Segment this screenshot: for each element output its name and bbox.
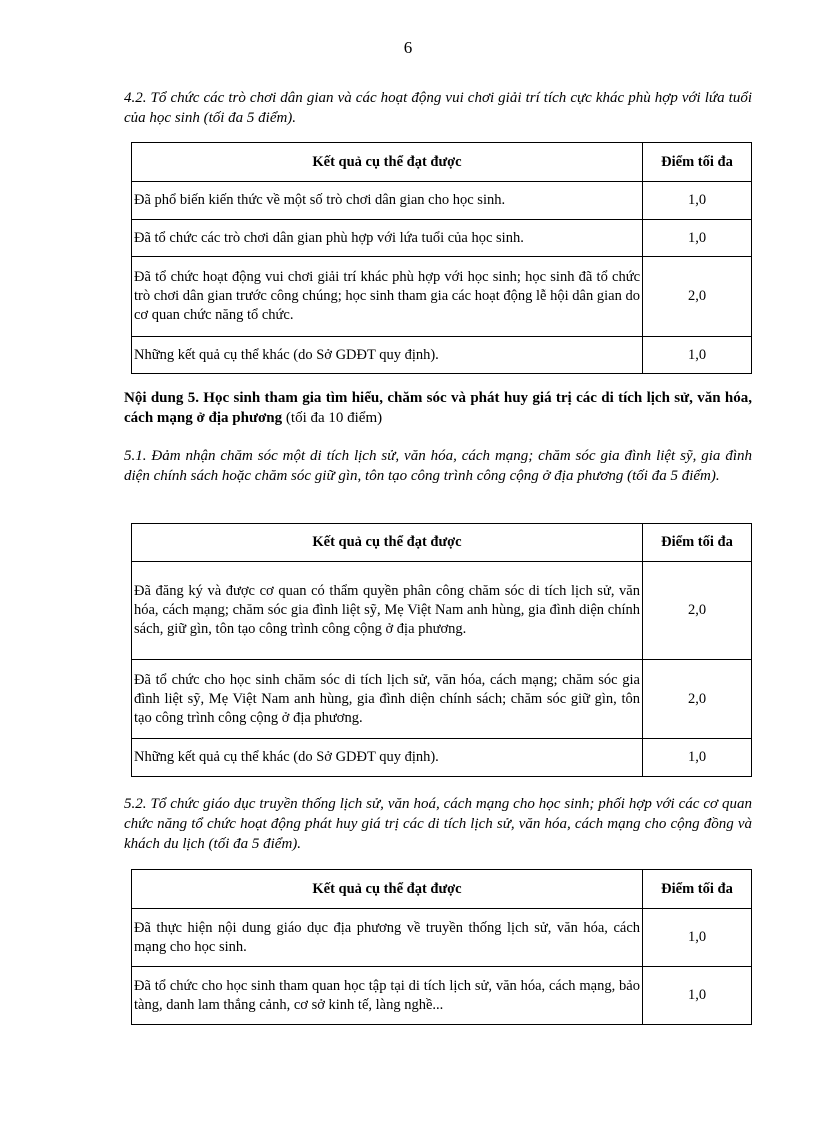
score-cell: 2,0 [643, 257, 752, 337]
header-result: Kết quả cụ thể đạt được [132, 524, 643, 562]
result-cell: Đã tổ chức các trò chơi dân gian phù hợp với lứa tuổi của học sinh. [132, 220, 643, 257]
section-4-2-heading: 4.2. Tổ chức các trò chơi dân gian và các hoạt động vui chơi giải trí tích cực khác phù hợp với lứa tuổi của học sinh (tối đa 5 điểm). [124, 90, 752, 126]
header-result: Kết quả cụ thể đạt được [132, 143, 643, 182]
table-row [132, 660, 752, 739]
section-5-1-heading: 5.1. Đảm nhận chăm sóc một di tích lịch sử, văn hóa, cách mạng; chăm sóc gia đình liệt sỹ, gia đình diện chính sách hoặc chăm sóc giữ gìn, tôn tạo công trình công cộng ở địa phương (tối đa 5 điểm). [124, 448, 752, 484]
table-row [132, 909, 752, 967]
content-5-heading [124, 388, 752, 428]
table-header-row [132, 870, 752, 909]
result-cell: Đã đăng ký và được cơ quan có thẩm quyền phân công chăm sóc di tích lịch sử, văn hóa, cách mạng; chăm sóc gia đình liệt sỹ, Mẹ Việt Nam anh hùng, gia đình diện chính sách, giữ gìn, tôn tạo công trình công cộng ở địa phương. [132, 562, 643, 660]
score-cell: 1,0 [643, 337, 752, 374]
section-5-2-heading: 5.2. Tổ chức giáo dục truyền thống lịch sử, văn hoá, cách mạng cho học sinh; phối hợp với các cơ quan chức năng tổ chức hoạt động phát huy giá trị các di tích lịch sử, văn hóa, cách mạng cho cộng đồng và khách du lịch (tối đa 5 điểm). [124, 796, 752, 852]
score-cell: 2,0 [643, 660, 752, 739]
table-row [132, 257, 752, 337]
content-5-heading-score: (tối đa 10 điểm) [282, 410, 383, 426]
header-score: Điểm tối đa [643, 524, 752, 562]
header-score: Điểm tối đa [643, 870, 752, 909]
table-header-row [132, 143, 752, 182]
result-cell: Đã phổ biến kiến thức về một số trò chơi dân gian cho học sinh. [132, 182, 643, 220]
result-cell: Đã tổ chức cho học sinh tham quan học tập tại di tích lịch sử, văn hóa, cách mạng, bảo tàng, danh lam thắng cảnh, cơ sở kinh tế, làng nghề... [132, 967, 643, 1025]
score-cell: 1,0 [643, 967, 752, 1025]
table-5-2 [131, 869, 752, 1025]
result-cell: Đã tổ chức hoạt động vui chơi giải trí khác phù hợp với học sinh; học sinh đã tổ chức trò chơi dân gian trước công chúng; học sinh tham gia các hoạt động lễ hội dân gian do cơ quan chức năng tổ chức. [132, 257, 643, 337]
header-result: Kết quả cụ thể đạt được [132, 870, 643, 909]
result-cell: Đã tổ chức cho học sinh chăm sóc di tích lịch sử, văn hóa, cách mạng; chăm sóc gia đình liệt sỹ, Mẹ Việt Nam anh hùng, gia đình diện chính sách; chăm sóc giữ gìn, tôn tạo công trình công cộng ở địa phương. [132, 660, 643, 739]
header-score: Điểm tối đa [643, 143, 752, 182]
page-number: 6 [403, 38, 413, 57]
score-cell: 1,0 [643, 909, 752, 967]
table-row [132, 337, 752, 374]
table-row [132, 739, 752, 777]
result-cell: Những kết quả cụ thể khác (do Sở GDĐT quy định). [132, 337, 643, 374]
table-row [132, 220, 752, 257]
table-row [132, 562, 752, 660]
result-cell: Đã thực hiện nội dung giáo dục địa phương về truyền thống lịch sử, văn hóa, cách mạng cho học sinh. [132, 909, 643, 967]
table-row [132, 967, 752, 1025]
content-5-heading-bold: Nội dung 5. Học sinh tham gia tìm hiểu, chăm sóc và phát huy giá trị các di tích lịch sử, văn hóa, cách mạng ở địa phương [124, 390, 752, 426]
table-5-1 [131, 523, 752, 777]
result-cell: Những kết quả cụ thể khác (do Sở GDĐT quy định). [132, 739, 643, 777]
table-row [132, 182, 752, 220]
table-4-2 [131, 142, 752, 374]
score-cell: 1,0 [643, 182, 752, 220]
score-cell: 1,0 [643, 220, 752, 257]
score-cell: 2,0 [643, 562, 752, 660]
score-cell: 1,0 [643, 739, 752, 777]
table-header-row [132, 524, 752, 562]
